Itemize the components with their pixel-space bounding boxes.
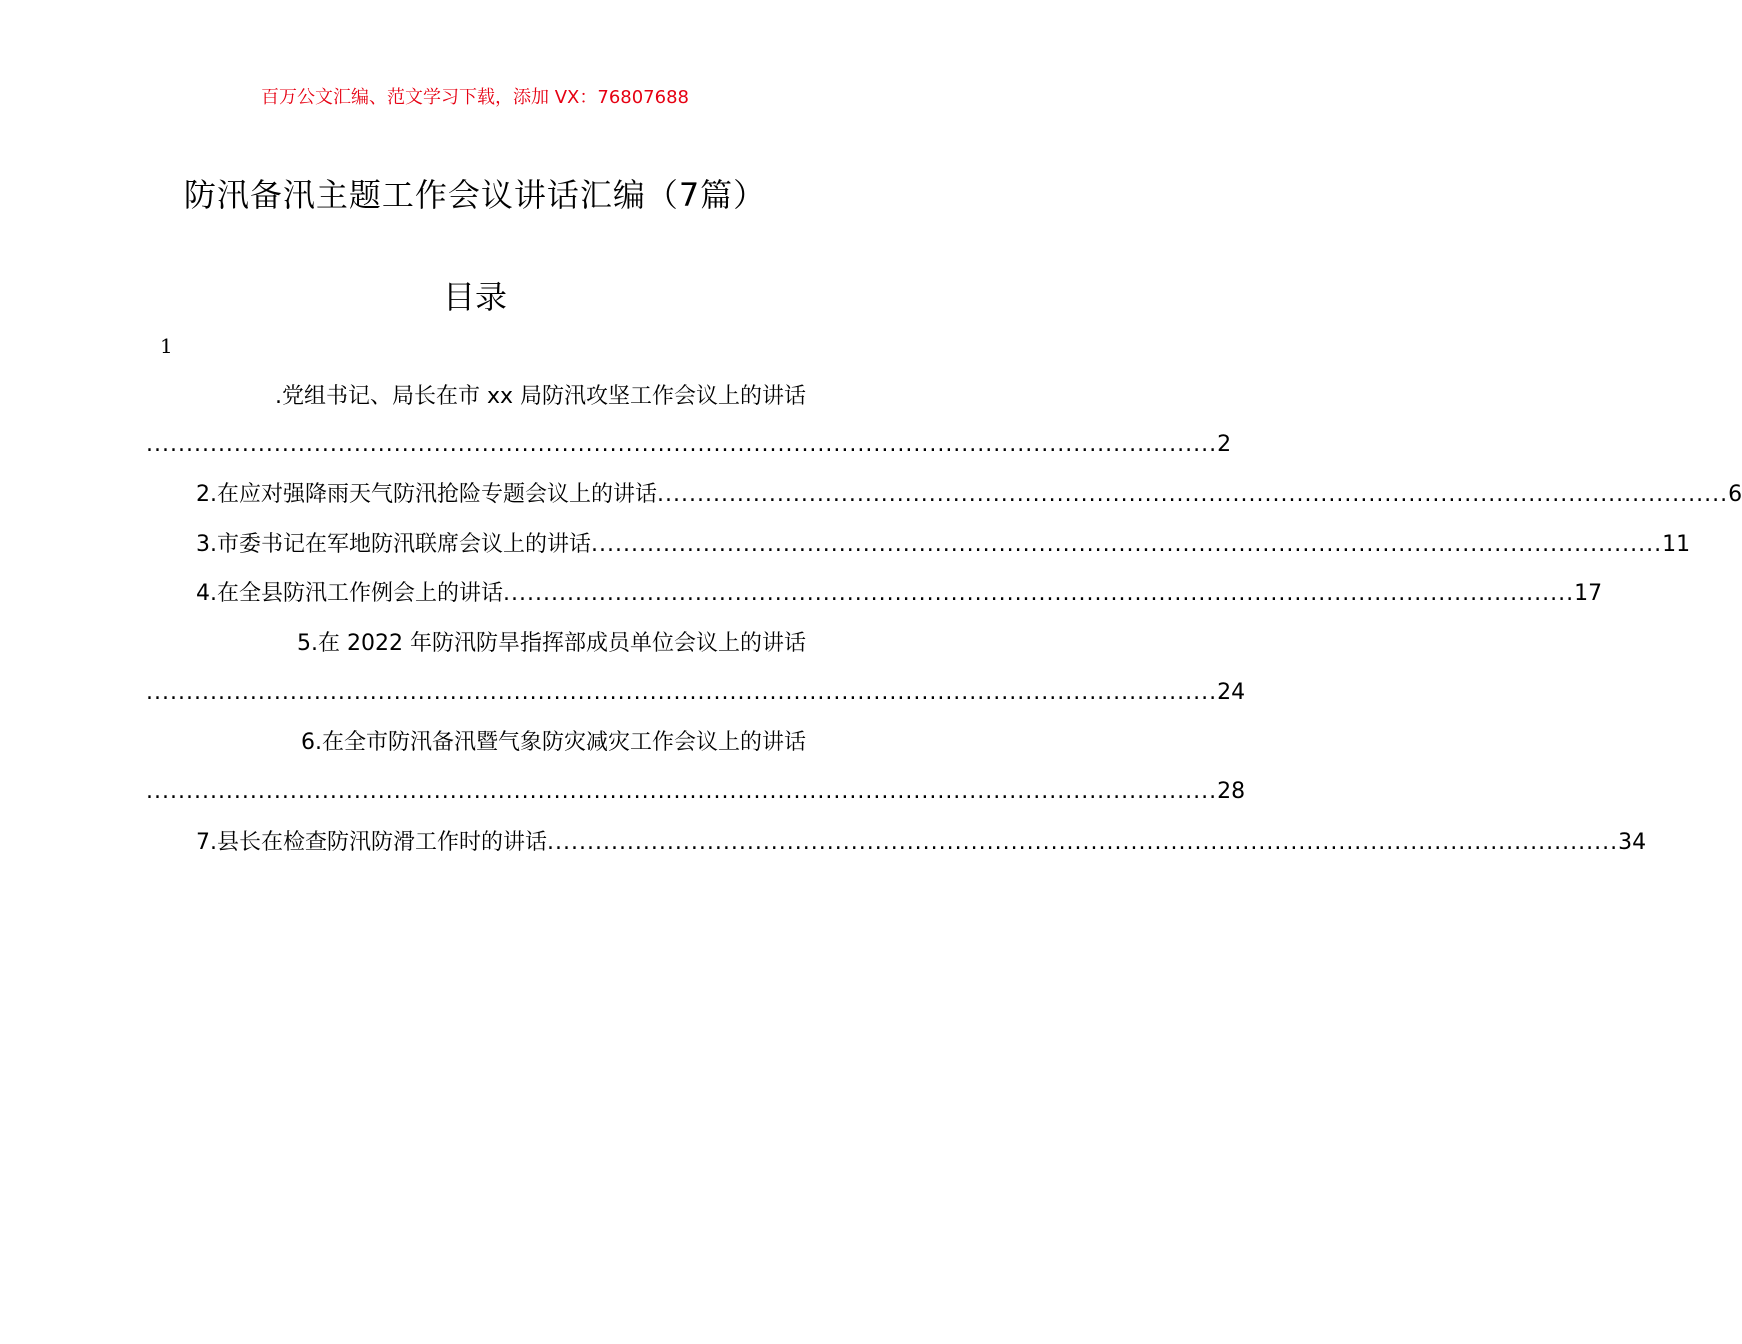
- toc-item-number: 1: [160, 334, 173, 358]
- toc-item-title: 4.在全县防汛工作例会上的讲话: [196, 581, 503, 606]
- toc-item-6-title-line[interactable]: [146, 726, 806, 760]
- toc-page-number: 24: [1217, 680, 1246, 705]
- toc-heading: 目录: [442, 278, 507, 316]
- toc-item-title: 6.在全市防汛备汛暨气象防灾减灾工作会议上的讲话: [301, 730, 806, 755]
- header-watermark: 百万公文汇编、范文学习下载，添加 VX：76807688: [261, 87, 689, 108]
- toc-item-title: .党组书记、局长在市 xx 局防汛攻坚工作会议上的讲话: [274, 384, 806, 409]
- toc-page-number: 17: [1574, 581, 1603, 606]
- toc-page-number: 6: [1728, 482, 1742, 507]
- toc-page-number: 2: [1217, 432, 1232, 457]
- toc-item-4[interactable]: [146, 577, 1603, 611]
- toc-page-number: 28: [1217, 779, 1246, 804]
- toc-leader-dots: ......................................................................................................................................: [591, 532, 1663, 557]
- document-title: 防汛备汛主题工作会议讲话汇编（7篇）: [183, 176, 767, 214]
- toc-item-1-page-line[interactable]: [146, 428, 1232, 462]
- toc-item-title: 5.在 2022 年防汛防旱指挥部成员单位会议上的讲话: [297, 631, 806, 656]
- toc-item-2[interactable]: [146, 478, 1742, 512]
- toc-leader-dots: ......................................................................................................................................: [146, 680, 1218, 705]
- toc-item-6-page-line[interactable]: [146, 775, 1246, 809]
- toc-item-title: 2.在应对强降雨天气防汛抢险专题会议上的讲话: [196, 482, 657, 507]
- toc-item-1-title-line[interactable]: [146, 380, 806, 414]
- toc-item-5-page-line[interactable]: [146, 676, 1246, 710]
- toc-leader-dots: ......................................................................................................................................: [503, 581, 1575, 606]
- toc-item-title: 3.市委书记在军地防汛联席会议上的讲话: [196, 532, 591, 557]
- toc-item-7[interactable]: [146, 826, 1647, 860]
- toc-leader-dots: ......................................................................................................................................: [146, 779, 1218, 804]
- toc-leader-dots: ......................................................................................................................................: [547, 830, 1619, 855]
- toc-leader-dots: ......................................................................................................................................: [146, 432, 1218, 457]
- toc-leader-dots: ......................................................................................................................................: [657, 482, 1729, 507]
- toc-page-number: 11: [1662, 532, 1691, 557]
- toc-item-5-title-line[interactable]: [146, 627, 806, 661]
- toc-page-number: 34: [1618, 830, 1647, 855]
- toc-item-3[interactable]: [146, 528, 1691, 562]
- toc-item-title: 7.县长在检查防汛防滑工作时的讲话: [196, 830, 547, 855]
